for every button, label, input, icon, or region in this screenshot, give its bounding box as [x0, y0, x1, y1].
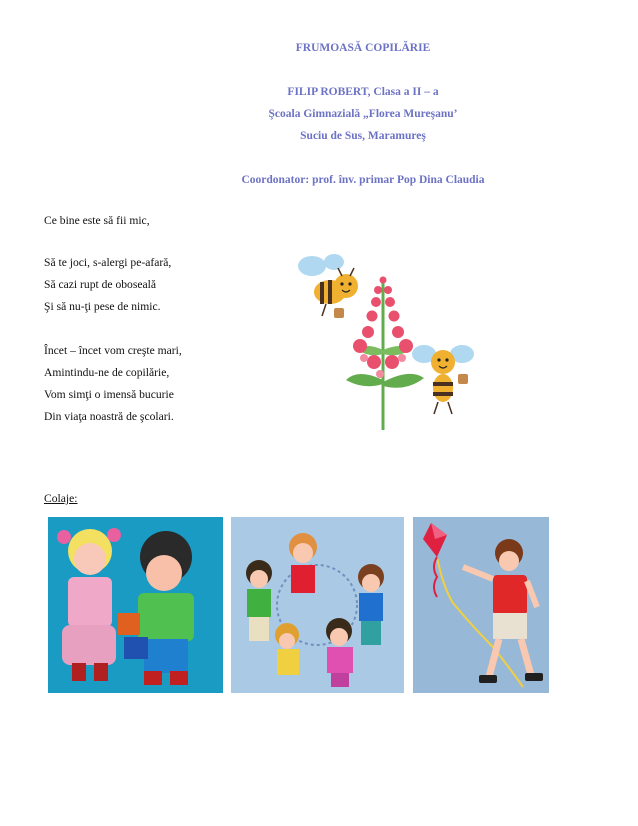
poem-line: Încet – încet vom creşte mari,: [44, 344, 182, 357]
school-line: Şcoala Gimnazială „Florea Mureşanu’: [268, 108, 458, 120]
poem-line: Din viaţa noastră de şcolari.: [44, 410, 174, 423]
coordinator-line: Coordonator: prof. înv. primar Pop Dina Claudia: [241, 174, 485, 186]
bees-flower-illustration: [298, 250, 478, 430]
document-title: FRUMOASĂ COPILĂRIE: [295, 42, 431, 54]
poem-line: Să cazi rupt de oboseală: [44, 278, 157, 291]
collage-image-children-circle: [231, 517, 404, 693]
author-line: FILIP ROBERT, Clasa a II – a: [287, 86, 439, 98]
poem-line: Ce bine este să fii mic,: [44, 214, 150, 227]
bee-icon: [298, 254, 358, 318]
location-line: Suciu de Sus, Maramureş: [300, 130, 426, 142]
poem-line: Şi să nu-ţi pese de nimic.: [44, 300, 161, 313]
poem-line: Amintindu-ne de copilărie,: [44, 366, 170, 379]
poem-line: Să te joci, s-alergi pe-afară,: [44, 256, 172, 269]
collage-image-boy-kite: [413, 517, 549, 693]
poem-line: Vom simţi o imensă bucurie: [44, 388, 174, 401]
collages-label: Colaje:: [44, 492, 78, 505]
collage-image-two-children: [48, 517, 223, 693]
